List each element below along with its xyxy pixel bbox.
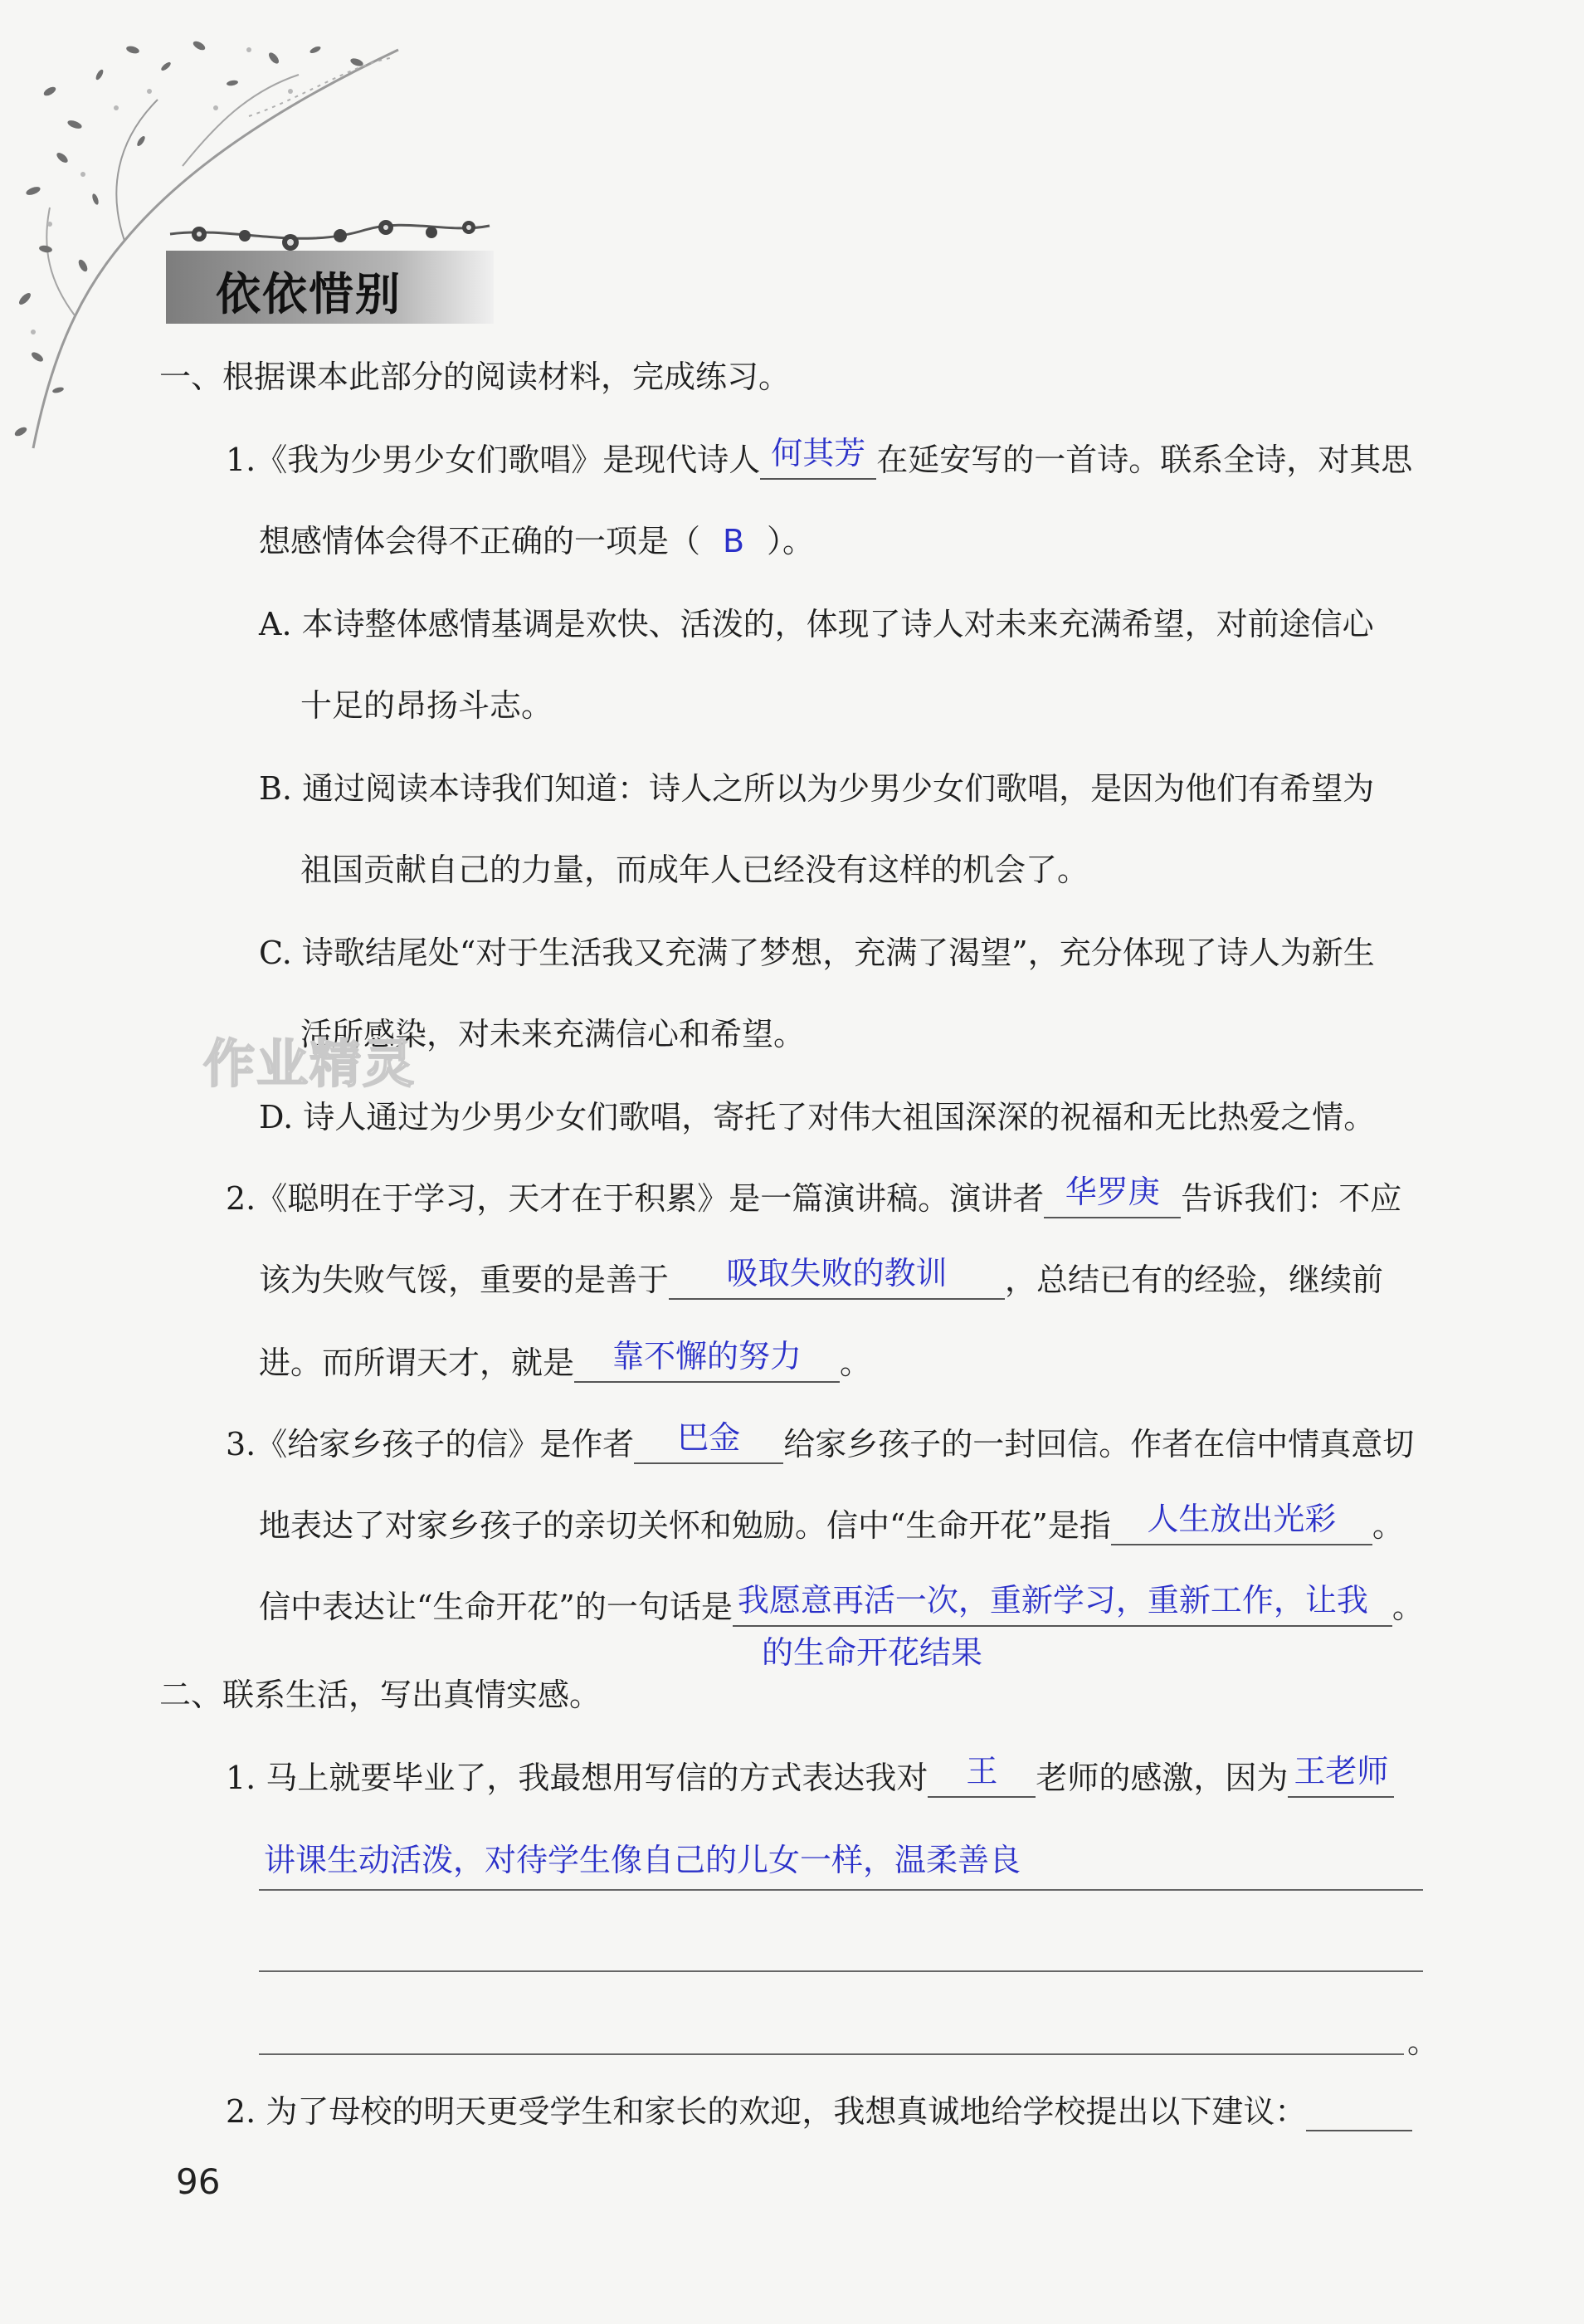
s2-q1-answer-line-2[interactable] (259, 1970, 1423, 1972)
s2-q1-reason-blank[interactable] (1288, 1753, 1394, 1798)
q1-option-a-line2: 十足的昂扬斗志。 (300, 687, 553, 724)
s2-q2-line1 (226, 2092, 1412, 2131)
q1-option-a-line1: A. 本诗整体感情基调是欢快、活泼的，体现了诗人对未来充满希望，对前途信心 (259, 606, 1374, 642)
q3-text-f: 。 (1391, 1589, 1424, 1625)
q2-answer2-blank[interactable] (574, 1338, 840, 1383)
q3-answer2-line2: 的生命开花结果 (762, 1634, 983, 1671)
q1-choice-answer[interactable]: B (722, 523, 745, 559)
s2-q1-reason-answer-b: 讲课生动活泼，对待学生像自己的儿女一样，温柔善良 (264, 1842, 1021, 1878)
q1-option-b-line1: B. 通过阅读本诗我们知道：诗人之所以为少男少女们歌唱，是因为他们有希望为 (259, 770, 1375, 807)
s2-q1-teacher-answer: 王 (966, 1753, 998, 1789)
q1-option-c-line2: 活所感染，对未来充满信心和希望。 (300, 1016, 806, 1052)
q1-line2 (259, 521, 814, 561)
q3-line1 (226, 1419, 1415, 1464)
s2-q1-text-a: 1. 马上就要毕业了，我最想用写信的方式表达我对 (226, 1760, 928, 1796)
q2-text-d: ，总结已有的经验，继续前 (1005, 1262, 1384, 1298)
q1-text-a: 1.《我为少男少女们歌唱》是现代诗人 (226, 442, 761, 478)
watermark: 作业精灵 (203, 1033, 417, 1094)
q2-text-a: 2.《聪明在于学习，天才在于积累》是一篇演讲稿。演讲者 (226, 1180, 1045, 1217)
q2-text-e: 进。而所谓天才，就是 (259, 1345, 575, 1381)
lesson-title: 依依惜别 (216, 267, 402, 320)
q2-speaker-answer: 华罗庚 (1065, 1174, 1160, 1210)
q1-poet-blank[interactable] (760, 435, 876, 480)
q1-option-c-line1: C. 诗歌结尾处“对于生活我又充满了梦想，充满了渴望”，充分体现了诗人为新生 (259, 935, 1375, 971)
q1-text-c: 想感情体会得不正确的一项是（ (259, 523, 701, 559)
s2-q1-answer-line-1[interactable] (259, 1889, 1423, 1891)
q2-text-f: 。 (840, 1345, 872, 1381)
q3-text-c: 地表达了对家乡孩子的亲切关怀和勉励。信中“生命开花”是指 (259, 1507, 1111, 1544)
q3-line2 (259, 1501, 1404, 1545)
s2-q2-blank[interactable] (1306, 2093, 1412, 2131)
q1-option-d-line1: D. 诗人通过为少男少女们歌唱，寄托了对伟大祖国深深的祝福和无比热爱之情。 (259, 1099, 1376, 1135)
q3-answer1: 人生放出光彩 (1147, 1501, 1337, 1537)
q3-author-blank[interactable] (634, 1419, 783, 1464)
q3-text-e: 信中表达让“生命开花”的一句话是 (259, 1589, 733, 1625)
q3-answer2-blank[interactable] (733, 1582, 1392, 1627)
section1-heading: 一、根据课本此部分的阅读材料，完成练习。 (159, 359, 791, 395)
q3-answer2-line1: 我愿意再活一次，重新学习，重新工作，让我 (737, 1582, 1368, 1618)
s2-q1-end-mark: 。 (1407, 2024, 1440, 2060)
q1-text-b: 在延安写的一首诗。联系全诗，对其思 (876, 442, 1413, 478)
s2-q1-reason-answer-a: 王老师 (1294, 1753, 1389, 1789)
q2-answer1: 吸取失败的教训 (726, 1255, 948, 1291)
q3-text-b: 给家乡孩子的一封回信。作者在信中情真意切 (783, 1426, 1415, 1462)
q2-line3 (259, 1338, 872, 1383)
q2-answer2: 靠不懈的努力 (612, 1338, 802, 1374)
q2-answer1-blank[interactable] (669, 1255, 1005, 1300)
q1-option-b-line2: 祖国贡献自己的力量，而成年人已经没有这样的机会了。 (300, 852, 1089, 888)
q2-line1 (226, 1174, 1402, 1218)
s2-q1-line1 (226, 1753, 1394, 1798)
q1-line1 (226, 435, 1413, 480)
s2-q1-text-b: 老师的感激，因为 (1036, 1760, 1289, 1796)
s2-q1-teacher-blank[interactable] (928, 1753, 1036, 1798)
s2-q1-answer-line-3[interactable] (259, 2053, 1404, 2055)
section2-heading: 二、联系生活，写出真情实感。 (159, 1677, 602, 1713)
q2-line2 (259, 1255, 1384, 1300)
page-number: 96 (176, 2161, 221, 2202)
q3-line3 (259, 1582, 1424, 1627)
s2-q2-text-a: 2. 为了母校的明天更受学生和家长的欢迎，我想真诚地给学校提出以下建议： (226, 2093, 1307, 2130)
q1-text-d: ）。 (767, 523, 815, 559)
q3-text-d: 。 (1372, 1507, 1404, 1544)
q2-text-b: 告诉我们：不应 (1181, 1180, 1402, 1217)
q3-answer1-blank[interactable] (1111, 1501, 1372, 1545)
q3-author-answer: 巴金 (677, 1419, 741, 1456)
q2-text-c: 该为失败气馁，重要的是善于 (259, 1262, 670, 1298)
q1-poet-answer: 何其芳 (771, 435, 866, 471)
q3-text-a: 3.《给家乡孩子的信》是作者 (226, 1426, 635, 1462)
q2-speaker-blank[interactable] (1044, 1174, 1181, 1218)
